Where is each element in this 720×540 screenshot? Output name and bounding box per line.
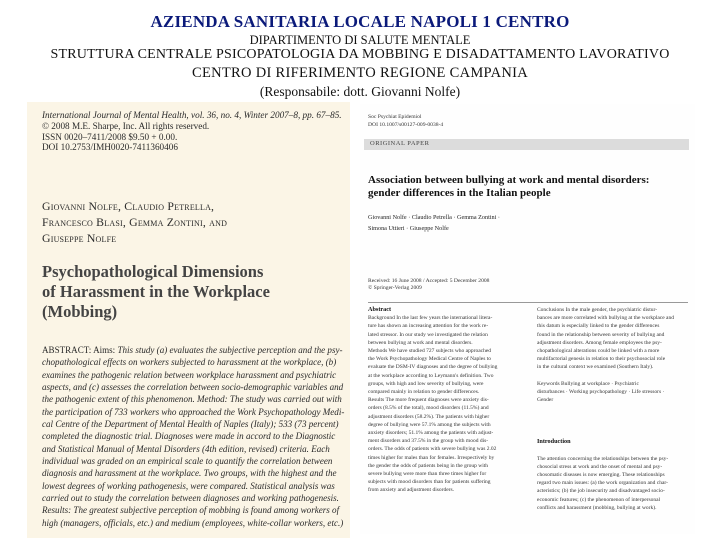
left-article-page: [27, 102, 350, 538]
paper-text-line: degree of bullying were 57.1% among the subjects with: [368, 421, 491, 428]
paper-text-line: adjustment disorders. Among female employees the psy-: [537, 339, 662, 346]
journal-name: Soc Psychiat Epidemiol: [368, 114, 422, 120]
paper-text-line: Background In the last few years the international litera-: [368, 315, 493, 322]
journal-citation: [42, 110, 342, 121]
paper-text-line: The attention concerning the relationships between the psy-: [537, 455, 669, 462]
abstract-col2-text: [537, 306, 674, 404]
abstract-text: This study (a) evaluates the subjective perception and the psy-: [117, 345, 343, 355]
paper-text-line: chopathological alterations could be linked with a more: [537, 348, 660, 355]
header-manager: (Responsabile: dott. Giovanni Nolfe): [259, 84, 461, 99]
paper-text-line: lated stressor. In our study we investigated the relation: [368, 331, 488, 338]
paper-text-line: between bullying at work and mental disorders.: [368, 339, 473, 346]
abstract-text: and Statistical Manual of Mental Disorders (4th edition, revised) criteria. Each: [42, 443, 330, 454]
paper-text-line: chosomatic diseases is now emerging. These relationships: [537, 472, 665, 479]
abstract-text: Results: The greatest subjective perception of mobbing is found among workers of: [42, 505, 340, 516]
doi-line: DOI 10.2753/IMH0020-7411360406: [42, 142, 178, 153]
abstract-line: [42, 455, 344, 467]
paper-text-line: orders. The odds of patients with severe bullying was 2.02: [368, 446, 497, 453]
title-line: Psychopathological Dimensions: [42, 262, 264, 281]
paper-text-line: at the workplace according to Leymann's definition. Two: [368, 372, 494, 379]
abstract-head: ABSTRACT: Aims:: [42, 345, 118, 355]
abstract-line: [42, 381, 344, 393]
copyright-line: © 2008 M.E. Sharpe, Inc. All rights reserved.: [42, 120, 210, 131]
abstract-text: chopathological effects on workers subjected to harassment at the workplace, (b): [42, 357, 337, 368]
issn-line: ISSN 0020–7411/2008 $9.50 + 0.00.: [42, 131, 178, 142]
introduction-heading: Introduction: [537, 438, 571, 446]
doi: DOI 10.1007/s00127-009-0038-4: [368, 122, 444, 128]
introduction-text: [537, 455, 674, 512]
received-line: Received: 16 June 2008 / Accepted: 5 December 2008: [368, 278, 490, 284]
abstract-text: aspects, and (c) assesses the correlation between socio-demographic variables and: [42, 382, 344, 393]
abstract-line: [42, 517, 344, 529]
abstract-text: high (managers, officials, etc.) and medium (employees, white-collar workers, etc.): [42, 517, 344, 528]
journal-meta: [42, 110, 342, 153]
abstract-text: diagnosis and harassment at the workplace. Two groups, with the highest and the: [42, 468, 337, 479]
paper-title: [368, 174, 649, 200]
author-line: Giovanni Nolfe, Claudio Petrella,: [42, 199, 215, 213]
author-line: Giuseppe Nolfe: [42, 231, 117, 245]
paper-text-line: the gender the odds of patients being in the group with: [368, 462, 489, 469]
article-abstract: [42, 344, 344, 529]
abstract-text: completed the diagnostic trial. Diagnoses were made in accord to the Diagnostic: [42, 431, 336, 442]
paper-text-line: chosocial stress at work and the onset of mental and psy-: [537, 463, 663, 470]
abstract-heading: Abstract: [368, 306, 392, 313]
paper-type-band: [364, 139, 689, 150]
paper-text-line: ture has shown an increasing attention for the work re-: [368, 323, 489, 330]
paper-text-line: subjects with mood disorders than for patients suffering: [368, 479, 491, 486]
journal-citation-text: International Journal of Mental Health, vol. 36, no. 4, Winter 2007–8, pp. 67–85.: [42, 110, 342, 120]
abstract-text: individual was graded on an empirical scale to quantify the correlation between: [42, 456, 333, 467]
paper-text-line: anxiety disorders; 51.1% among the patients with adjust-: [368, 430, 494, 437]
paper-text-line: Gender: [537, 397, 554, 404]
abstract-text: examines the pathogenic relation between workplace harassment and psychiatric: [42, 369, 337, 380]
abstract-column-2: [537, 306, 674, 512]
paper-text-line: this datum is especially linked to the gender differences: [537, 323, 660, 330]
abstract-line: [42, 492, 344, 504]
abstract-col1-text: [368, 314, 497, 494]
paper-text-line: conflicts and harassment (mobbing, bullying at work).: [537, 504, 657, 511]
abstract-line: [42, 356, 344, 368]
paper-text-line: Conclusions In the male gender, the psychiatric distur-: [537, 307, 658, 313]
header-structure: STRUTTURA CENTRALE PSICOPATOLOGIA DA MOBBING E DISADATTAMENTO LAVORATIVO: [50, 47, 670, 62]
header-dept: DIPARTIMENTO DI SALUTE MENTALE: [249, 33, 471, 47]
abstract-line: [42, 369, 344, 381]
abstract-text: the pathogenic extent of this phenomenon. Method: The study was carried out with: [42, 394, 342, 405]
paper-text-line: groups, with high and low severity of bullying, were: [368, 380, 484, 387]
header-org: AZIENDA SANITARIA LOCALE NAPOLI 1 CENTRO: [150, 12, 570, 31]
paper-text-line: from anxiety and adjustment disorders.: [368, 487, 454, 494]
paper-text-line: disturbances · Working psychopathology · Life stressors ·: [537, 389, 665, 396]
paper-text-line: bances are more correlated with bullying at the workplace and: [537, 315, 674, 322]
abstract-line: [42, 344, 344, 356]
paper-text-line: times higher for males than for females. Irrespectively by: [368, 454, 495, 461]
paper-text-line: economic features; (c) the phenomenon of interpersonal: [537, 496, 661, 503]
copyright-line: © Springer-Verlag 2009: [368, 285, 422, 291]
paper-text-line: found in the relationship between severity of bullying and: [537, 331, 665, 338]
abstract-text: lowest degrees of working pathogenesis, were compared. Statistical analysis was: [42, 480, 335, 491]
abstract-text: cal Centre of the Department of Mental Health of Naples (Italy); 533 (73 percent): [42, 419, 339, 430]
author-line: Francesco Blasi, Gemma Zontini, and: [42, 215, 228, 229]
abstract-line: [42, 443, 344, 455]
paper-title-line: Association between bullying at work and mental disorders:: [368, 174, 650, 186]
article-title: [42, 262, 270, 322]
paper-text-line: acteristics; (b) the job insecurity and disadvantaged socio-: [537, 488, 665, 495]
paper-text-line: in the cultural context we examined (Southern Italy).: [537, 364, 654, 371]
paper-text-line: the Work Psychopathology Medical Centre of Naples to: [368, 356, 492, 363]
abstract-line: [42, 430, 344, 442]
paper-text-line: Methods We have studied 727 subjects who approached: [368, 348, 492, 355]
title-line: (Mobbing): [42, 302, 118, 321]
abstract-column-1: [368, 306, 497, 495]
article-authors: [42, 198, 227, 246]
paper-text-line: adjustment disorders (58.2%). The patients with higher: [368, 413, 490, 420]
title-line: of Harassment in the Workplace: [42, 282, 270, 301]
paper-text-line: orders (8.5% of the total), mood disorders (11.5%) and: [368, 405, 489, 412]
paper-text-line: compared mainly in relation to gender differences.: [368, 389, 480, 396]
paper-authors: [368, 212, 500, 234]
abstract-line: [42, 406, 344, 418]
abstract-line: [42, 480, 344, 492]
paper-author-line: Giovanni Nolfe · Claudio Petrella · Gemma Zontini ·: [368, 214, 500, 221]
paper-text-line: [537, 372, 674, 380]
abstract-text: carried out to study the correlation between diagnoses and working pathogenesis.: [42, 493, 339, 504]
abstract-line: [42, 418, 344, 430]
paper-title-line: gender differences in the Italian people: [368, 187, 551, 199]
abstract-line: [42, 504, 344, 516]
paper-text-line: multifactorial genesis in relation to their psychosocial role: [537, 356, 666, 363]
paper-text-line: ment disorders and 37.5% in the group with mood dis-: [368, 438, 489, 445]
abstract-line: [42, 467, 344, 479]
paper-text-line: evaluate the DSM-IV diagnoses and the degree of bullying: [368, 364, 498, 371]
header-center: CENTRO DI RIFERIMENTO REGIONE CAMPANIA: [191, 65, 529, 81]
paper-text-line: regard two main issues: (a) the work organization and char-: [537, 480, 668, 487]
abstract-line: [42, 393, 344, 405]
paper-text-line: severe bullying were more than three times higher for: [368, 471, 487, 478]
paper-text-line: Results The more frequent diagnoses were anxiety dis-: [368, 397, 489, 404]
paper-author-line: Simona Uttieri · Giuseppe Nolfe: [368, 225, 449, 232]
paper-text-line: Keywords Bullying at workplace · Psychiatric: [537, 380, 639, 387]
paper-type-label: ORIGINAL PAPER: [370, 140, 430, 147]
divider: [368, 302, 688, 303]
abstract-text: the participation of 733 workers who approached the Work Psychopathology Medi-: [42, 406, 345, 417]
right-article-page: [360, 104, 695, 534]
